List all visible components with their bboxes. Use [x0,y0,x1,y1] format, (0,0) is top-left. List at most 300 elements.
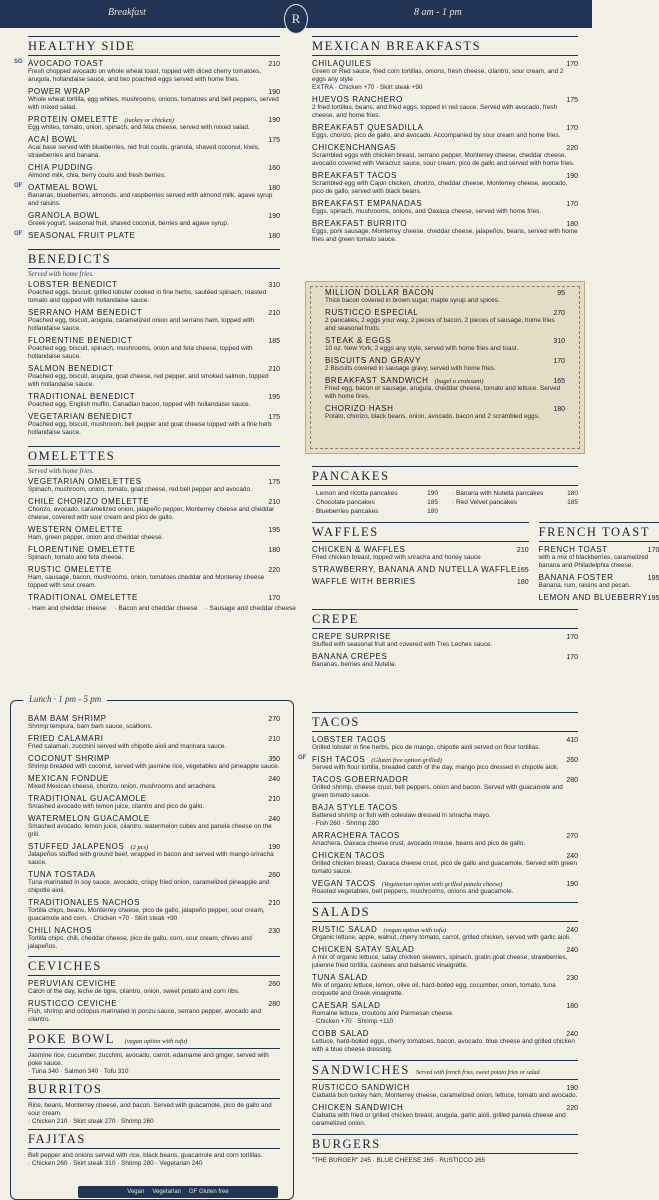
item-name: BAJA STYLE TACOS [312,803,398,812]
item-description: Almond milk, chia, berry coulis and fresh berries. [28,172,166,179]
item-description: Fish, shrimp and octopus marinated in ponzu sauce, serrano pepper, avocado and cilantro. [28,1008,262,1023]
omelette-options [28,605,296,612]
item-description: Battered shrimp or fish with coleslaw dressed in sriracha mayo. [312,812,491,819]
menu-item [14,59,280,84]
diet-tag: GF [14,183,23,189]
item-name: WESTERN OMELETTE [28,525,123,534]
item-name: FLORENTINE BENEDICT [28,336,133,345]
item-header [325,336,565,345]
menu-item [28,870,280,895]
pancake-price: 190 [427,490,438,497]
item-description: Catch of the day, leche de tigre, cilantro, onion, sweet potato and corn ribs. [28,988,240,995]
item-name: BANANA CREPES [312,652,388,661]
item-price: 210 [268,310,280,317]
item-name: COBB SALAD [312,1029,370,1038]
item-name: VEGETARIAN BENEDICT [28,412,134,421]
item-price: 260 [268,872,280,879]
diet-tag: GF [14,231,23,237]
item-header [312,925,578,934]
item-name: FLORENTINE OMELETTE [28,545,136,554]
breakfast-heading: Breakfast [108,7,146,18]
item-description: Thick bacon covered in brown sugar, maple syrup and spices. [325,297,500,304]
item-description: Eggs, spinach, mushrooms, onions, and Oaxaca cheese, served with home fries. [312,208,542,215]
item-name: STEAK & EGGS [325,336,392,345]
item-header [28,814,280,823]
item-header [28,525,280,534]
item-description: Fried chicken breast, topped with sriracha and honey sauce [312,554,481,561]
item-header [312,775,578,784]
menu-item [312,565,529,574]
item-price: 210 [268,61,280,68]
menu-item [312,652,578,669]
item-description: Fried calamari, zucchini served with chipotle aioli and marinara sauce. [28,743,227,750]
menu-item [312,123,578,140]
hours-heading: 8 am - 1 pm [414,7,462,18]
menu-item [312,545,529,562]
item-name: BISCUITS AND GRAVY [325,356,422,365]
item-name: CREPE SURPRISE [312,632,392,641]
item-name: STRAWBERRY, BANANA AND NUTELLA WAFFLE [312,565,517,574]
item-note: (Vegetarian option with grilled panela cheese) [381,881,503,888]
item-description: Tortilla chips, chili, cheddar cheese, pico de gallo, corn, sour cream, chives and jalapeños. [28,935,252,950]
item-description: Ham, sausage, bacon, mushrooms, onion, tomatoes cheddar and Monterey cheese topped with sour cream. [28,574,265,589]
item-header [312,545,529,554]
item-header [28,593,280,602]
dietary-legend [78,1186,278,1198]
menu-item [28,477,280,494]
item-description: Acaí base served with blueberries, red fruit coulis, granola, shaved coconut, kiwis, strawberries and banana. [28,144,260,159]
poke-options: · Tuna 340 · Salmon 340 · Tofu 310 [28,1068,129,1075]
item-price: 220 [566,1105,578,1112]
item-description: Poached egg, biscuit, mushroom, bell pepper and goat cheese topped with a fine herb hollandaise sauce. [28,421,272,436]
restaurant-logo: R [284,4,308,34]
pancake-name: · Blueberries pancakes [312,508,379,515]
item-header [312,1029,578,1038]
item-description: Potato, chorizo, black beans, onion, avocado, bacon and 2 scrambled eggs. [325,413,540,420]
item-description: Grilled lobster in fine herbs, pico de mango, chipotle aioli served on flour tortillas. [312,744,541,751]
item-price: 170 [566,634,578,641]
menu-item [312,735,578,752]
item-header [28,999,280,1008]
menu-item [312,143,578,168]
menu-item [312,1083,578,1100]
item-name: BAM BAM SHRIMP [28,714,107,723]
item-description: Scrambled egg with Cajun chicken, chorizo, cheddar cheese, Monterrey cheese, avocado, pico de gallo, served with black beans. [312,180,568,195]
item-description: Fried egg, bacon or sausage, arugula, cheddar cheese, tomato and lettuce. Served with home fires. [325,385,561,400]
item-header [312,95,578,104]
item-header [28,364,280,373]
gluten-free-legend: GF Gluten free [189,1189,229,1195]
item-description: Lettuce, hard-boiled eggs, cherry tomatoes, bacon, avocado, blue cheese and grilled chicken with a blue cheese dressing. [312,1038,575,1053]
pancake-grid [312,489,578,516]
pancake-col-left [312,489,438,516]
item-name: CHILE CHORIZO OMELETTE [28,497,150,506]
pancake-price: 180 [567,490,578,497]
item-header [28,979,280,988]
item-description: Green or Red sauce, fried corn tortillas, onions, fresh cheese, cilantro, sour cream, and 2 eggs any style [312,68,564,83]
item-description: Smashed avocado with lemon juice, cilantro and pico de gallo. [28,803,205,810]
item-header [28,754,280,763]
item-price: 190 [268,213,280,220]
item-header [325,404,565,413]
item-name: RUSTICCO CEVICHE [28,999,118,1008]
menu-item [28,525,280,542]
item-header [325,288,565,297]
item-name: FRENCH TOAST [538,545,608,554]
menu-item [28,999,280,1024]
item-name: HUEVOS RANCHERO [312,95,403,104]
item-description: with a mix of blackberries, caramelized banana and Philadelphia cheese. [538,554,649,569]
menu-item [312,632,578,649]
menu-item [28,115,280,132]
item-header [312,851,578,860]
item-price: 190 [268,117,280,124]
item-description: Poached egg, biscuit, arugula, caramelized onion and serrano ham, topped with hollandaise sauce. [28,317,254,332]
item-description: Spinach, tomato and feta cheese. [28,554,124,561]
item-name: CHICKEN SANDWICH [312,1103,404,1112]
item-note: (Gluten free option grilled) [371,757,442,764]
menu-item [28,734,280,751]
breakfast-right-column [312,36,578,247]
item-price: 210 [268,796,280,803]
section-title: TACOS [312,712,578,732]
item-price: 240 [566,927,578,934]
item-header [312,1001,578,1010]
section-title: BURGERS [312,1134,578,1154]
menu-item [312,1001,578,1026]
item-name: CHIA PUDDING [28,163,93,172]
item-header [312,973,578,982]
pancake-row [312,498,438,507]
menu-item [539,545,659,570]
item-name: TRADITIONAL OMELETTE [28,593,138,602]
section-title: MEXICAN BREAKFASTS [312,36,578,56]
item-price: 180 [268,185,280,192]
item-price: 195 [268,527,280,534]
item-description: Banana, rum, raisins and pecan. [538,582,631,589]
item-price: 160 [268,165,280,172]
section-title: CREPE [312,609,578,629]
menu-item [28,497,280,522]
item-header [312,219,578,228]
menu-item [28,280,280,305]
item-description: Arrachera, Oaxaca cheese crust, avocado mouse, beans and pico de gallo. [312,840,526,847]
item-header [539,545,659,554]
item-name: RUSTIC OMELETTE [28,565,113,574]
item-price: 95 [557,290,565,297]
item-description: Organic lettuce, apple, walnut, cherry tomato, carrot, grilled chicken, served with garlic aioli. [312,934,571,941]
item-price: 410 [566,737,578,744]
section-title: FRENCH TOAST [539,522,659,542]
item-description: 2 Biscuits covered in sausage gravy, served with home fries. [325,365,496,372]
item-description: Scrambled eggs with chicken breast, serrano pepper, Monterrey cheese, cheddar cheese, avocado covered with Veracruz sauce, sour cream, pico de gallo and served with home fries. [312,152,575,167]
item-header [28,59,280,68]
item-header [325,356,565,365]
item-name: WAFFLE WITH BERRIES [312,577,416,586]
item-header [539,573,659,582]
menu-item [312,851,578,876]
item-price: 230 [268,928,280,935]
item-description: Spinach, mushroom, onion, tomato, goat cheese, red bell pepper and avocado. [28,486,252,493]
item-header [312,945,578,954]
item-description: Smashed avocado, lemon juice, cilantro, watermelon cubes and panela cheese on the grill. [28,823,272,838]
item-header [312,199,578,208]
item-price: 190 [268,844,280,851]
item-header [28,734,280,743]
item-header [539,593,659,602]
item-price: 210 [516,547,529,554]
lunch-left-column [28,714,280,1168]
item-name: CHORIZO HASH [325,404,394,413]
item-description: Poached egg, biscuit, arugula, goat cheese, red pepper, and smoked salmon, topped with hollandaise sauce. [28,373,269,388]
item-header [312,123,578,132]
vegetarian-legend: Vegetarian [152,1189,182,1195]
item-price: 185 [268,338,280,345]
item-name: VEGETARIAN OMELETTES [28,477,142,486]
item-price: 190 [268,89,280,96]
item-header [28,231,280,240]
item-description: Tuna marinated in soy sauce, avocado, crispy fried onion, caramelized pineapple and chipotle aioli. [28,879,270,894]
item-name: RUSTICCO SANDWICH [312,1083,410,1092]
item-price: 220 [268,567,280,574]
item-price: 175 [268,414,280,421]
pancake-price: 185 [427,499,438,506]
menu-item [28,926,280,951]
menu-item [312,925,578,942]
item-name: LOBSTER TACOS [312,735,387,744]
item-description: Mixed Mexican cheese, chorizo, onion, mushrooms and arrachera. [28,783,217,790]
item-header [28,183,280,192]
menu-item [312,59,578,92]
pancake-row [312,489,438,498]
menu-item [28,412,280,437]
item-description: Poached egg, biscuit, spinach, mushrooms, onion and feta cheese, topped with hollandaise sauce. [28,345,253,360]
item-name: BREAKFAST BURRITO [312,219,408,228]
item-header [312,831,578,840]
item-header [28,392,280,401]
item-header [28,308,280,317]
item-price: 170 [566,654,578,661]
menu-item [312,1103,578,1128]
item-name: CHILAQUILES [312,59,372,68]
pancake-price: 180 [427,508,438,515]
section-title: POKE BOWL (vegan option with tofu) [28,1029,280,1049]
item-price: 190 [566,173,578,180]
waffle-french-grid [312,522,659,605]
item-name: BREAKFAST TACOS [312,171,398,180]
item-name: SEASONAL FRUIT PLATE [28,231,136,240]
item-price: 180 [268,233,280,240]
item-header [325,308,565,317]
poke-note: (vegan option with tofu) [122,1038,188,1045]
pancake-row [312,507,438,516]
item-name: CHILI NACHOS [28,926,93,935]
menu-item [28,714,280,731]
pancake-name: · Chocolate pancakes [312,499,375,506]
item-price: 175 [268,137,280,144]
item-header [28,714,280,723]
omelette-option: · Ham and cheddar cheese [28,605,107,612]
menu-item [14,183,280,208]
item-name: TRADITIONAL GUACAMOLE [28,794,147,803]
item-header [28,898,280,907]
item-name: SALMON BENEDICT [28,364,114,373]
item-header [28,211,280,220]
item-price: 240 [268,816,280,823]
item-name: CHICKEN TACOS [312,851,385,860]
item-name: MEXICAN FONDUE [28,774,109,783]
pancake-price: 185 [567,499,578,506]
item-description: Shrimp tempura, bam bam sauce, scallions. [28,723,153,730]
section-title: HEALTHY SIDE [28,36,280,56]
lunch-right-column [298,712,578,1165]
item-price: 310 [268,282,280,289]
menu-item [325,376,565,401]
item-description: Ciabatta with fried or grilled chicken breast, arugula, garlic aioli, grilled panela cheese and caramelized onion. [312,1112,566,1127]
item-header [312,1083,578,1092]
item-description: Ciabatta bun turkey ham, Monterrey cheese, caramelized onion, lettuce, tomato and avocado. [312,1092,578,1099]
item-name: CHICKEN SATAY SALAD [312,945,415,954]
item-description: Eggs, pork sausage, Monterrey cheese, cheddar cheese, jalapeños, beans, served with home fries and green tomato sauce. [312,228,578,243]
item-description: Eggs, chorizo, pico de gallo, and avocado. Accompanied by sour cream and home fries. [312,132,561,139]
item-header [312,803,578,812]
item-header [312,652,578,661]
item-price: 310 [553,338,565,345]
omelette-option: · Bacon and cheddar cheese [114,605,198,612]
section-title: BURRITOS [28,1079,280,1099]
item-name: COCONUT SHRIMP [28,754,111,763]
item-description: Poached eggs, biscuit, grilled lobster cooked in fine herbs, sautéed spinach, roasted tomato and topped with hollandaise sauce. [28,289,267,304]
item-name: SERRANO HAM BENEDICT [28,308,143,317]
item-name: FISH TACOS (Gluten free option grilled) [312,755,442,764]
item-header [28,135,280,144]
item-extras: · Fish 260 · Shrimp 280 [312,820,379,827]
menu-item [312,973,578,998]
item-header [28,336,280,345]
menu-item [312,577,529,586]
lunch-label: Lunch · 1 pm - 5 pm [23,694,107,704]
diet-tag: GF [298,755,307,761]
item-note: (vegan option with tofu) [383,927,447,934]
item-price: 270 [566,833,578,840]
section-subtitle: Served with home fries. [28,467,94,475]
item-price: 170 [647,547,659,554]
pancake-name: · Lemon and ricotta pancakes [312,490,398,497]
item-price: 180 [268,547,280,554]
item-header [312,565,529,574]
menu-item [298,755,578,772]
menu-item [28,794,280,811]
item-price: 195 [647,595,659,602]
item-name: TRADITIONALES NACHOS [28,898,141,907]
menu-item [325,404,565,421]
item-name: RUSTICCO ESPECIAL [325,308,419,317]
menu-item [28,336,280,361]
item-price: 165 [553,378,565,385]
item-description: Bananas, berries and Nutella. [312,661,397,668]
item-description: Mix of organic lettuce, lemon, olive oil, hard-boiled egg, cucumber, onion, tomato, tuna croquette and Greek vinaigrette. [312,982,556,997]
item-extras: · Chicken +70 · Shrimp +110 [312,1018,394,1025]
sweets-section [312,466,659,672]
item-name: ARRACHERA TACOS [312,831,400,840]
item-header [28,477,280,486]
item-header [312,577,529,586]
menu-item [28,163,280,180]
item-price: 260 [566,757,578,764]
pancake-col-right [452,489,578,516]
menu-item [312,879,578,896]
item-description: Roasted vegetables, bell peppers, mushrooms, onions and guacamole. [312,888,514,895]
item-price: 170 [566,125,578,132]
menu-item [28,898,280,923]
pancake-name: · Red Velvet pancakes [452,499,518,506]
menu-item [312,831,578,848]
item-name: POWER WRAP [28,87,91,96]
vegan-legend: Vegan [127,1189,145,1195]
section-title: FAJITAS [28,1129,280,1149]
item-header [28,545,280,554]
item-extras: EXTRA · Chicken +70 · Skirt steak +90 [312,84,423,91]
section-title: CEVICHES [28,956,280,976]
item-description: A mix of organic lettuce, satay chicken skewers, spinach, gratin goat cheese, strawberries, julienne fried tortilla, cashews and balsamic vinaigrette. [312,954,568,969]
item-description: Served with flour tortilla, breaded catch of the day, mango pico dressed in chipotle aioli. [312,764,559,771]
section-title: BENEDICTS [28,249,280,269]
item-name: RUSTIC SALAD (vegan option with tofu) [312,925,447,934]
item-note: (turkey or chicken) [124,117,174,124]
item-price: 240 [566,853,578,860]
menu-item [28,135,280,160]
item-description: Shrimp breaded with coconut, served with jasmine rice, vegetables and pineapple sauce. [28,763,280,770]
item-header [28,87,280,96]
item-header [28,497,280,506]
item-header [312,143,578,152]
burgers-row: "THE BURGER" 245 · BLUE CHEESE 265 · RUSTICCO 265 [312,1157,486,1164]
french-toast-col [539,522,659,605]
menu-item [539,573,659,590]
item-price: 230 [566,975,578,982]
item-price: 240 [268,776,280,783]
menu-item [28,774,280,791]
item-price: 210 [268,366,280,373]
item-description: 10 oz. New York, 2 eggs any style, served with home fries and toast. [325,345,519,352]
item-price: 180 [566,1003,578,1010]
menu-item [312,1029,578,1054]
item-price: 210 [268,499,280,506]
menu-item [312,945,578,970]
fajitas-options: · Chicken 260 · Skirt steak 310 · Shrimp 280 · Vegetarian 240 [28,1160,203,1167]
item-price: 220 [566,145,578,152]
item-price: 270 [268,716,280,723]
item-name: PERUVIAN CEVICHE [28,979,117,988]
item-name: TUNA SALAD [312,973,368,982]
omelette-option: · Sausage and cheddar cheese [205,605,296,612]
pancake-row [452,498,578,507]
menu-item [312,95,578,120]
item-price: 210 [268,900,280,907]
menu-item [28,842,280,867]
menu-item [28,565,280,590]
item-name: FRIED CALAMARI [28,734,104,743]
item-name: STUFFED JALAPENOS (2 pcs) [28,842,149,851]
section-title: SANDWICHES Served with french fries, sweet potato fries or salad. [312,1060,578,1080]
menu-item [312,775,578,800]
item-header [28,842,280,851]
item-name: TRADITIONAL BENEDICT [28,392,136,401]
specials-list [325,288,565,424]
menu-item [28,814,280,839]
menu-item [312,171,578,196]
item-header [28,412,280,421]
